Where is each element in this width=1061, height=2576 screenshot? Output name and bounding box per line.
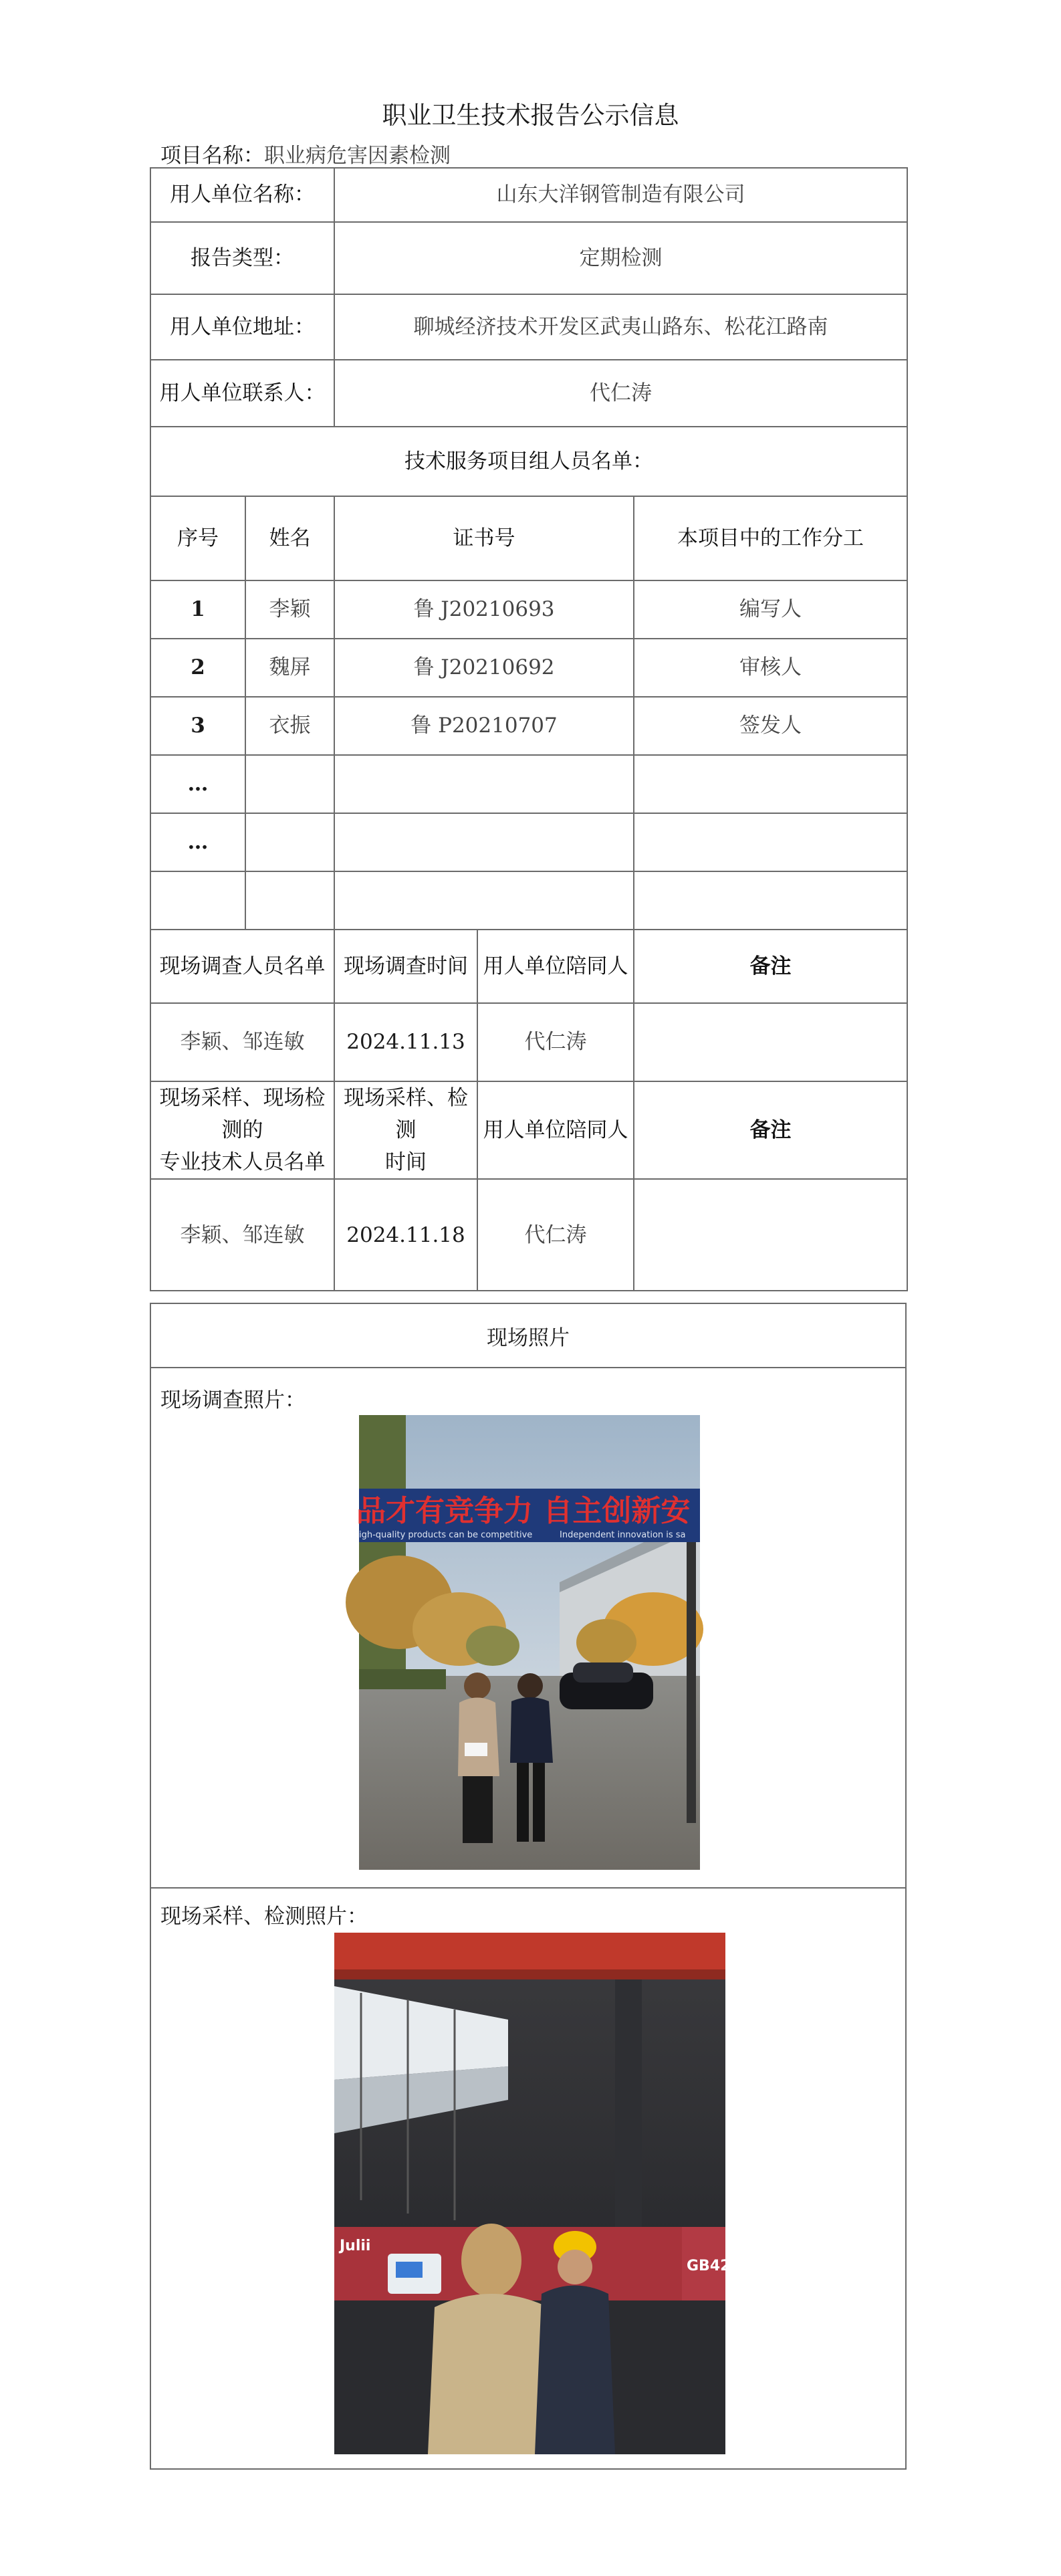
employer-name-label: 用人单位名称： <box>150 168 334 222</box>
report-type-value: 定期检测 <box>334 222 907 294</box>
banner-subtext-right: Independent innovation is sa <box>560 1530 686 1540</box>
team-row-index: 2 <box>150 639 245 697</box>
employer-contact-value: 代仁涛 <box>334 360 907 427</box>
survey-staff-value: 李颖、邹连敏 <box>150 1003 334 1081</box>
survey-col-staff: 现场调查人员名单 <box>150 930 334 1003</box>
team-row-name <box>245 755 334 813</box>
photo-divider <box>151 1887 905 1889</box>
sampling-col-remark: 备注 <box>634 1081 907 1179</box>
survey-escort-value: 代仁涛 <box>477 1003 634 1081</box>
team-row-index: … <box>150 755 245 813</box>
team-row-name: 李颖 <box>245 580 334 639</box>
team-row-cert <box>334 755 634 813</box>
team-row-role <box>634 813 907 871</box>
table-row <box>150 580 907 639</box>
machine-brand: Julii <box>340 2238 371 2254</box>
team-row-cert: 鲁 P20210707 <box>334 697 634 755</box>
team-row-cert <box>334 813 634 871</box>
team-row-cert: 鲁 J20210693 <box>334 580 634 639</box>
sampling-col-time-line2: 时间 <box>385 1150 427 1175</box>
survey-photo <box>356 1415 700 1870</box>
team-row-role: 审核人 <box>634 639 907 697</box>
team-row-index: … <box>150 813 245 871</box>
table-row <box>150 755 907 813</box>
sampling-col-time <box>334 1081 477 1179</box>
survey-time-value: 2024.11.13 <box>334 1003 477 1081</box>
table-row <box>150 639 907 697</box>
sampling-time-value: 2024.11.18 <box>334 1179 477 1291</box>
sampling-col-staff <box>150 1081 334 1179</box>
banner-text: 品才有竞争力 自主创新安 <box>356 1494 691 1528</box>
project-name-value: 职业病危害因素检测 <box>264 144 451 168</box>
table-row <box>150 697 907 755</box>
project-name-label: 项目名称： <box>160 144 264 168</box>
sampling-escort-value: 代仁涛 <box>477 1179 634 1291</box>
team-col-index: 序号 <box>150 496 245 580</box>
team-heading: 技术服务项目组人员名单： <box>150 427 907 496</box>
survey-photo-label: 现场调查照片： <box>160 1388 306 1412</box>
sampling-photo-label: 现场采样、检测照片： <box>160 1905 368 1929</box>
team-col-name: 姓名 <box>245 496 334 580</box>
banner-subtext-left: igh-quality products can be competitive <box>359 1530 533 1540</box>
crane-label: GB42 <box>687 2258 731 2274</box>
team-row-name: 魏屏 <box>245 639 334 697</box>
team-row-cert <box>334 871 634 930</box>
site-photos-section <box>150 1303 907 2470</box>
team-row-name: 衣振 <box>245 697 334 755</box>
survey-col-remark: 备注 <box>634 930 907 1003</box>
team-row-index <box>150 871 245 930</box>
employer-contact-label: 用人单位联系人： <box>150 360 334 427</box>
team-row-role <box>634 755 907 813</box>
team-row-role: 编写人 <box>634 580 907 639</box>
project-name <box>160 138 451 169</box>
sampling-col-staff-line1: 现场采样、现场检测的 <box>159 1086 326 1143</box>
sampling-remark-value <box>634 1179 907 1291</box>
team-col-role: 本项目中的工作分工 <box>634 496 907 580</box>
page-title: 职业卫生技术报告公示信息 <box>382 101 679 130</box>
table-row <box>150 813 907 871</box>
team-row-index: 1 <box>150 580 245 639</box>
site-photos-heading: 现场照片 <box>151 1304 905 1368</box>
team-row-index: 3 <box>150 697 245 755</box>
team-row-name <box>245 813 334 871</box>
survey-remark-value <box>634 1003 907 1081</box>
sampling-photo <box>334 1933 731 2454</box>
team-row-role <box>634 871 907 930</box>
team-col-cert: 证书号 <box>334 496 634 580</box>
employer-name-value: 山东大洋钢管制造有限公司 <box>334 168 907 222</box>
sampling-col-escort: 用人单位陪同人 <box>477 1081 634 1179</box>
employer-address-label: 用人单位地址： <box>150 294 334 360</box>
team-row-role: 签发人 <box>634 697 907 755</box>
survey-col-time: 现场调查时间 <box>334 930 477 1003</box>
report-info-table <box>150 167 908 1291</box>
employer-address-value: 聊城经济技术开发区武夷山路东、松花江路南 <box>334 294 907 360</box>
team-row-name <box>245 871 334 930</box>
table-row <box>150 871 907 930</box>
sampling-col-time-line1: 现场采样、检测 <box>344 1086 468 1143</box>
report-type-label: 报告类型： <box>150 222 334 294</box>
survey-col-escort: 用人单位陪同人 <box>477 930 634 1003</box>
sampling-staff-value: 李颖、邹连敏 <box>150 1179 334 1291</box>
sampling-col-staff-line2: 专业技术人员名单 <box>159 1150 326 1175</box>
team-row-cert: 鲁 J20210692 <box>334 639 634 697</box>
